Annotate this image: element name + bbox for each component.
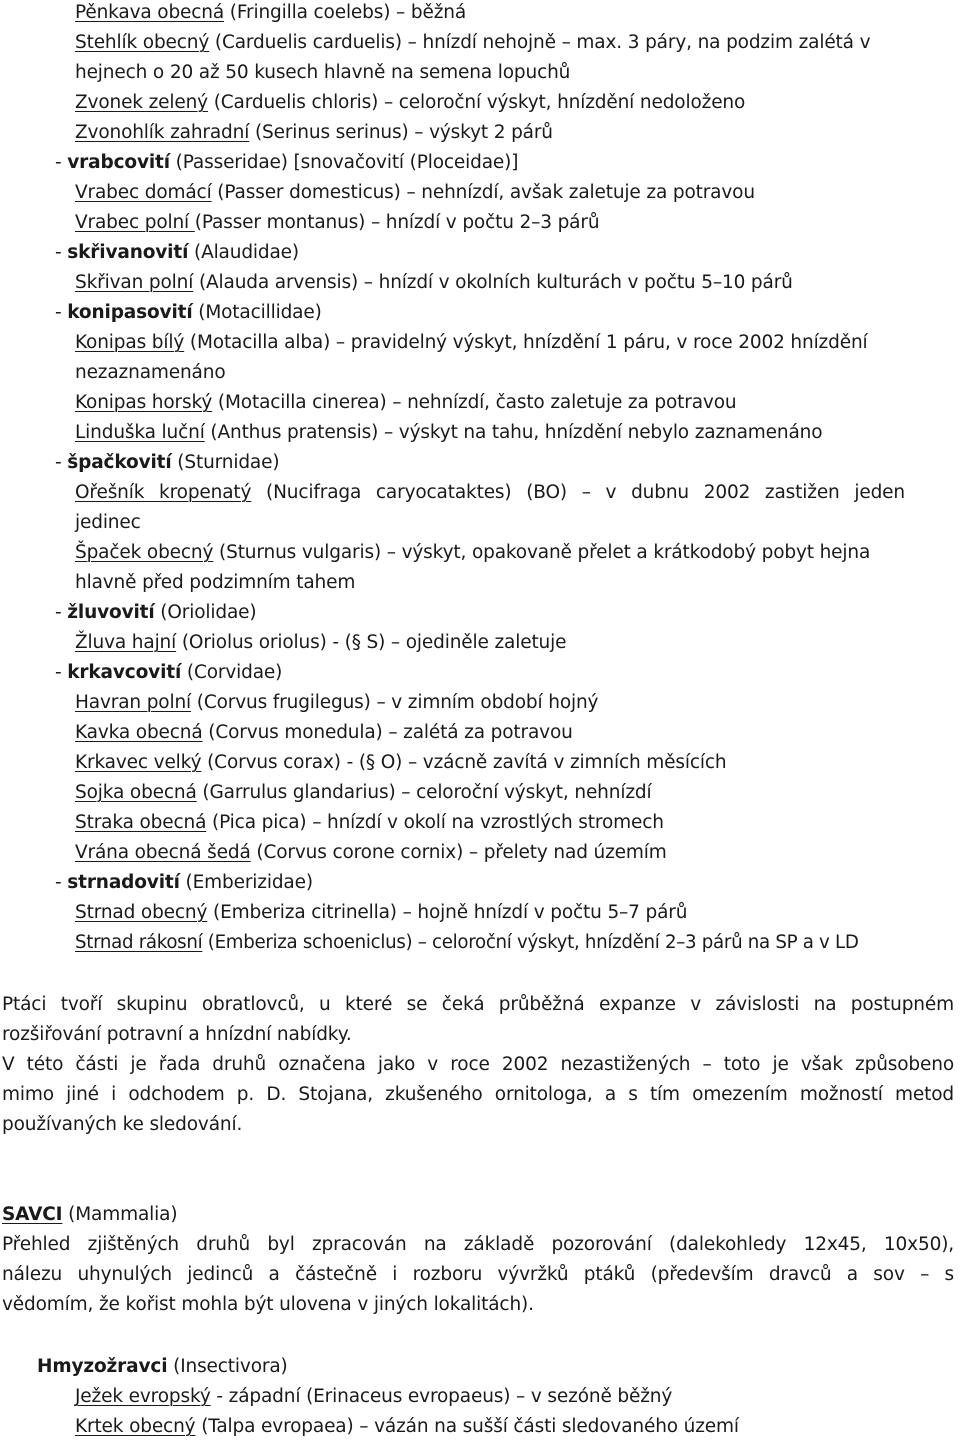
order-name: Hmyzožravci bbox=[37, 1356, 168, 1377]
paragraph-line: Přehled zjištěných druhů byl zpracován na základě pozorování (dalekohledy 12x45, 10x50), bbox=[2, 1234, 954, 1255]
species-line bbox=[75, 778, 651, 808]
species-name: Skřivan polní bbox=[75, 272, 194, 293]
species-note: nezaznamenáno bbox=[75, 362, 226, 383]
species-note: (Alauda arvensis) – hnízdí v okolních kulturách v počtu 5–10 párů bbox=[193, 272, 793, 293]
family-latin: (Sturnidae) bbox=[171, 452, 280, 473]
species-note: (Corvus frugilegus) – v zimním období hojný bbox=[191, 692, 599, 713]
species-name: Vrána obecná šedá bbox=[75, 842, 251, 863]
species-note: (Motacilla alba) – pravidelný výskyt, hnízdění 1 páru, v roce 2002 hnízdění bbox=[184, 332, 868, 353]
family-name: konipasovití bbox=[67, 302, 193, 323]
species-name: Linduška luční bbox=[75, 422, 205, 443]
species-name: Sojka obecná bbox=[75, 782, 197, 803]
family-dash: - bbox=[55, 452, 68, 473]
species-name: Vrabec polní bbox=[75, 212, 195, 233]
family-heading bbox=[55, 448, 279, 478]
continuation-line bbox=[75, 358, 226, 388]
species-note: (Passer domesticus) – nehnízdí, avšak zaletuje za potravou bbox=[211, 182, 755, 203]
species-name: Havran polní bbox=[75, 692, 192, 713]
family-latin: (Alaudidae) bbox=[188, 242, 299, 263]
species-line bbox=[75, 1412, 739, 1442]
family-latin: (Emberizidae) bbox=[179, 872, 313, 893]
species-name: Pěnkava obecná bbox=[75, 2, 225, 23]
species-note: (Talpa evropaea) – vázán na sušší části sledovaného území bbox=[195, 1416, 739, 1437]
species-note: (Anthus pratensis) – výskyt na tahu, hnízdění nebylo zaznamenáno bbox=[204, 422, 823, 443]
species-note: (Motacilla cinerea) – nehnízdí, často zaletuje za potravou bbox=[212, 392, 737, 413]
family-latin: (Oriolidae) bbox=[154, 602, 257, 623]
species-line bbox=[75, 118, 553, 148]
species-note: (Oriolus oriolus) - (§ S) – ojediněle zaletuje bbox=[176, 632, 567, 653]
species-line bbox=[75, 928, 859, 958]
species-note: (Passer montanus) – hnízdí v počtu 2–3 párů bbox=[194, 212, 600, 233]
order-latin: (Insectivora) bbox=[167, 1356, 288, 1377]
paragraph-line: Ptáci tvoří skupinu obratlovců, u které se čeká průběžná expanze v závislosti na postupném bbox=[2, 994, 954, 1015]
species-name: Kavka obecná bbox=[75, 722, 203, 743]
family-name: strnadovití bbox=[67, 872, 180, 893]
continuation-line bbox=[75, 508, 141, 538]
species-name: Špaček obecný bbox=[75, 542, 214, 563]
species-name: Zvonohlík zahradní bbox=[75, 122, 250, 143]
family-heading bbox=[55, 238, 299, 268]
species-note: (Emberiza schoeniclus) – celoroční výskyt, hnízdění 2–3 párů na SP a v LD bbox=[202, 932, 859, 953]
species-note: (Serinus serinus) – výskyt 2 párů bbox=[249, 122, 553, 143]
species-line bbox=[75, 418, 822, 448]
species-line bbox=[75, 0, 466, 28]
species-name: Strnad rákosní bbox=[75, 932, 203, 953]
family-dash: - bbox=[55, 602, 68, 623]
species-name: Konipas horský bbox=[75, 392, 213, 413]
species-line bbox=[75, 748, 726, 778]
family-heading bbox=[55, 868, 313, 898]
species-line bbox=[75, 628, 566, 658]
species-note: (Carduelis chloris) – celoroční výskyt, hnízdění nedoloženo bbox=[207, 92, 746, 113]
species-line bbox=[75, 178, 755, 208]
section-latin: (Mammalia) bbox=[62, 1204, 178, 1225]
paragraph-line: vědomím, že kořist mohla být ulovena v jiných lokalitách). bbox=[2, 1294, 534, 1315]
species-note: (Fringilla coelebs) – běžná bbox=[224, 2, 467, 23]
species-line bbox=[75, 898, 687, 928]
species-line bbox=[75, 268, 793, 298]
species-name: Žluva hajní bbox=[75, 632, 177, 653]
species-line bbox=[75, 808, 664, 838]
species-name: Ježek evropský bbox=[75, 1386, 211, 1407]
species-note: - západní (Erinaceus evropaeus) – v sezóně běžný bbox=[210, 1386, 673, 1407]
species-name: Konipas bílý bbox=[75, 332, 185, 353]
species-line bbox=[75, 688, 598, 718]
family-name: krkavcovití bbox=[67, 662, 182, 683]
section-title: SAVCI bbox=[2, 1204, 63, 1225]
species-line bbox=[75, 718, 573, 748]
species-note: (Pica pica) – hnízdí v okolí na vzrostlých stromech bbox=[206, 812, 664, 833]
family-heading bbox=[55, 298, 322, 328]
species-name: Straka obecná bbox=[75, 812, 207, 833]
paragraph-line: nálezu uhynulých jedinců a částečně i rozboru vývržků ptáků (především dravců a sov – s bbox=[2, 1264, 954, 1285]
species-name: Stehlík obecný bbox=[75, 32, 210, 53]
species-line bbox=[75, 1382, 672, 1412]
species-name: Zvonek zelený bbox=[75, 92, 208, 113]
species-note: jedinec bbox=[75, 512, 141, 533]
species-note: (Corvus corone cornix) – přelety nad územím bbox=[250, 842, 667, 863]
species-line bbox=[75, 478, 955, 508]
paragraph-line: používaných ke sledování. bbox=[2, 1114, 243, 1135]
family-name: vrabcovití bbox=[67, 152, 170, 173]
species-name: Krkavec velký bbox=[75, 752, 202, 773]
family-dash: - bbox=[55, 662, 68, 683]
species-line bbox=[75, 538, 870, 568]
continuation-line bbox=[75, 58, 570, 88]
species-note: (Garrulus glandarius) – celoroční výskyt, nehnízdí bbox=[196, 782, 652, 803]
family-name: žluvovití bbox=[67, 602, 155, 623]
species-name: Vrabec domácí bbox=[75, 182, 212, 203]
family-latin: (Motacillidae) bbox=[192, 302, 322, 323]
species-name: Ořešník kropenatý bbox=[75, 482, 252, 503]
order-heading bbox=[37, 1352, 288, 1382]
species-line bbox=[75, 88, 745, 118]
species-name: Krtek obecný bbox=[75, 1416, 196, 1437]
family-dash: - bbox=[55, 152, 68, 173]
section-heading bbox=[2, 1200, 177, 1230]
paragraph-line: V této části je řada druhů označena jako v roce 2002 nezastižených – toto je však způsobeno bbox=[2, 1054, 954, 1075]
species-note: (Emberiza citrinella) – hojně hnízdí v počtu 5–7 párů bbox=[207, 902, 688, 923]
family-latin: (Corvidae) bbox=[181, 662, 283, 683]
family-name: skřivanovití bbox=[67, 242, 189, 263]
family-heading bbox=[55, 658, 282, 688]
species-line bbox=[75, 388, 736, 418]
family-dash: - bbox=[55, 302, 68, 323]
species-name: Strnad obecný bbox=[75, 902, 208, 923]
paragraph-line: mimo jiné i odchodem p. D. Stojana, zkušeného ornitologa, a s tím omezením možností metod bbox=[2, 1084, 954, 1105]
species-line bbox=[75, 208, 599, 238]
species-note: (Sturnus vulgaris) – výskyt, opakovaně přelet a krátkodobý pobyt hejna bbox=[213, 542, 871, 563]
family-name: špačkovití bbox=[67, 452, 172, 473]
family-dash: - bbox=[55, 242, 68, 263]
species-note: hejnech o 20 až 50 kusech hlavně na semena lopuchů bbox=[75, 62, 571, 83]
species-note: (Nucifraga caryocataktes) (BO) – v dubnu 2002 zastižen jeden bbox=[251, 482, 905, 503]
species-line bbox=[75, 328, 868, 358]
species-note: (Carduelis carduelis) – hnízdí nehojně – max. 3 páry, na podzim zalétá v bbox=[209, 32, 871, 53]
family-dash: - bbox=[55, 872, 68, 893]
family-latin: (Passeridae) [snovačovití (Ploceidae)] bbox=[169, 152, 519, 173]
family-heading bbox=[55, 148, 518, 178]
species-line bbox=[75, 28, 870, 58]
species-note: hlavně před podzimním tahem bbox=[75, 572, 356, 593]
species-note: (Corvus corax) - (§ O) – vzácně zavítá v zimních měsících bbox=[201, 752, 727, 773]
species-note: (Corvus monedula) – zalétá za potravou bbox=[202, 722, 573, 743]
species-line bbox=[75, 838, 667, 868]
family-heading bbox=[55, 598, 256, 628]
continuation-line bbox=[75, 568, 355, 598]
paragraph-line: rozšiřování potravní a hnízdní nabídky. bbox=[2, 1024, 352, 1045]
